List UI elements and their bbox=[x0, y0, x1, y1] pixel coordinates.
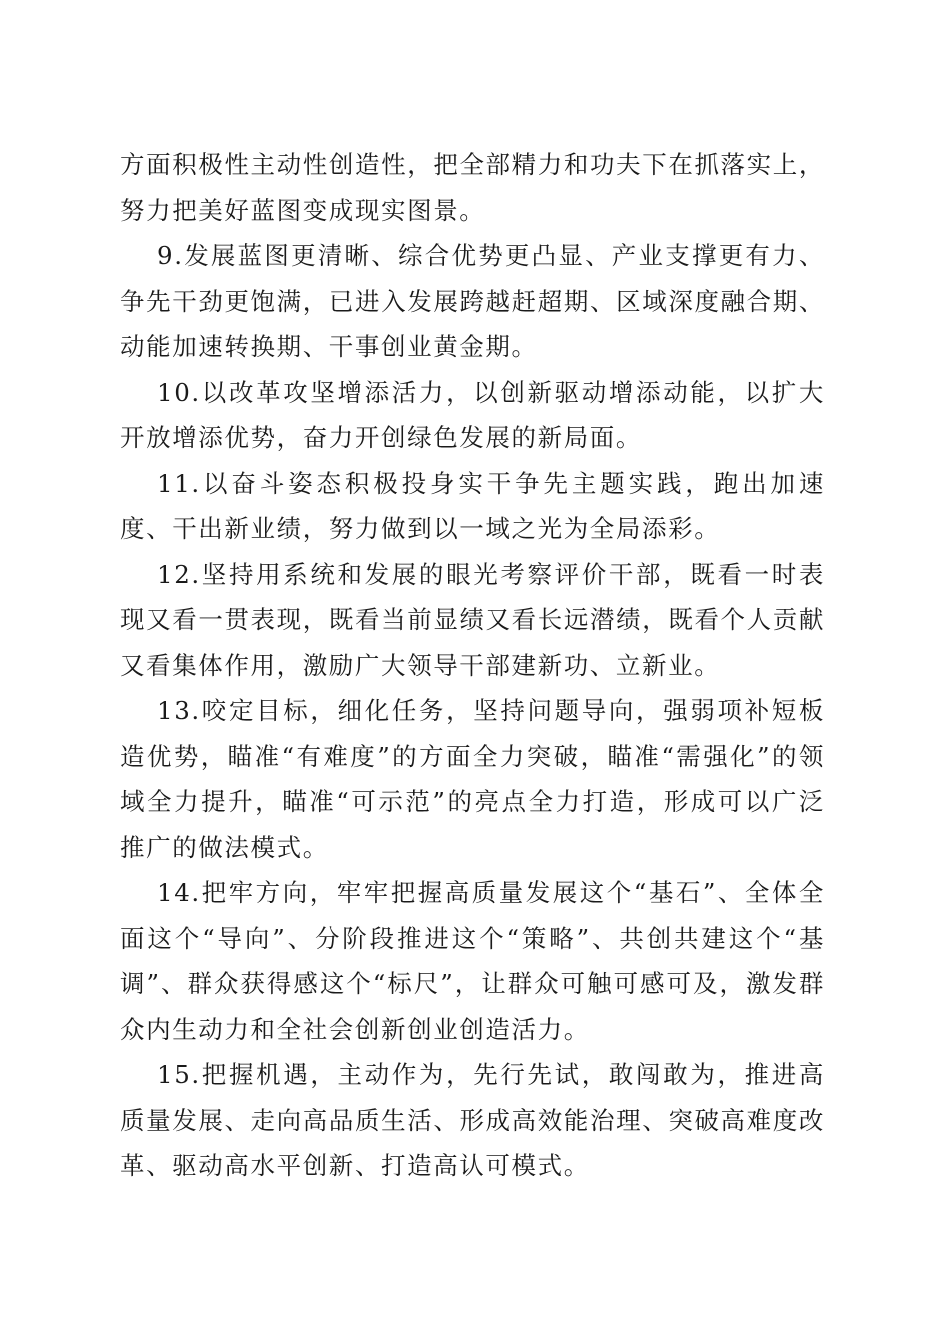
paragraph-item-10: 10.以改革攻坚增添活力，以创新驱动增添动能，以扩大开放增添优势，奋力开创绿色发展的新局面。 bbox=[120, 377, 825, 452]
paragraph-continuation: 方面积极性主动性创造性，把全部精力和功夫下在抓落实上，努力把美好蓝图变成现实图景。 bbox=[120, 150, 825, 225]
paragraph-item-14: 14.把牢方向，牢牢把握高质量发展这个“基石”、全体全面这个“导向”、分阶段推进这个“策略”、共创共建这个“基调”、群众获得感这个“标尺”，让群众可触可感可及，激发群众内生动力和全社会创新创业创造活力。 bbox=[120, 878, 825, 1044]
paragraph-item-12: 12.坚持用系统和发展的眼光考察评价干部，既看一时表现又看一贯表现，既看当前显绩又看长远潜绩，既看个人贡献又看集体作用，激励广大领导干部建新功、立新业。 bbox=[120, 559, 825, 680]
paragraph-item-15: 15.把握机遇，主动作为，先行先试，敢闯敢为，推进高质量发展、走向高品质生活、形成高效能治理、突破高难度改革、驱动高水平创新、打造高认可模式。 bbox=[120, 1060, 825, 1180]
document-body bbox=[120, 142, 825, 1189]
paragraph-item-13: 13.咬定目标，细化任务，坚持问题导向，强弱项补短板造优势，瞄准“有难度”的方面全力突破，瞄准“需强化”的领域全力提升，瞄准“可示范”的亮点全力打造，形成可以广泛推广的做法模式。 bbox=[120, 696, 825, 862]
paragraph-item-9: 9.发展蓝图更清晰、综合优势更凸显、产业支撑更有力、争先干劲更饱满，已进入发展跨越赶超期、区域深度融合期、动能加速转换期、干事创业黄金期。 bbox=[120, 241, 825, 361]
paragraph-item-11: 11.以奋斗姿态积极投身实干争先主题实践，跑出加速度、干出新业绩，努力做到以一域之光为全局添彩。 bbox=[120, 468, 825, 543]
